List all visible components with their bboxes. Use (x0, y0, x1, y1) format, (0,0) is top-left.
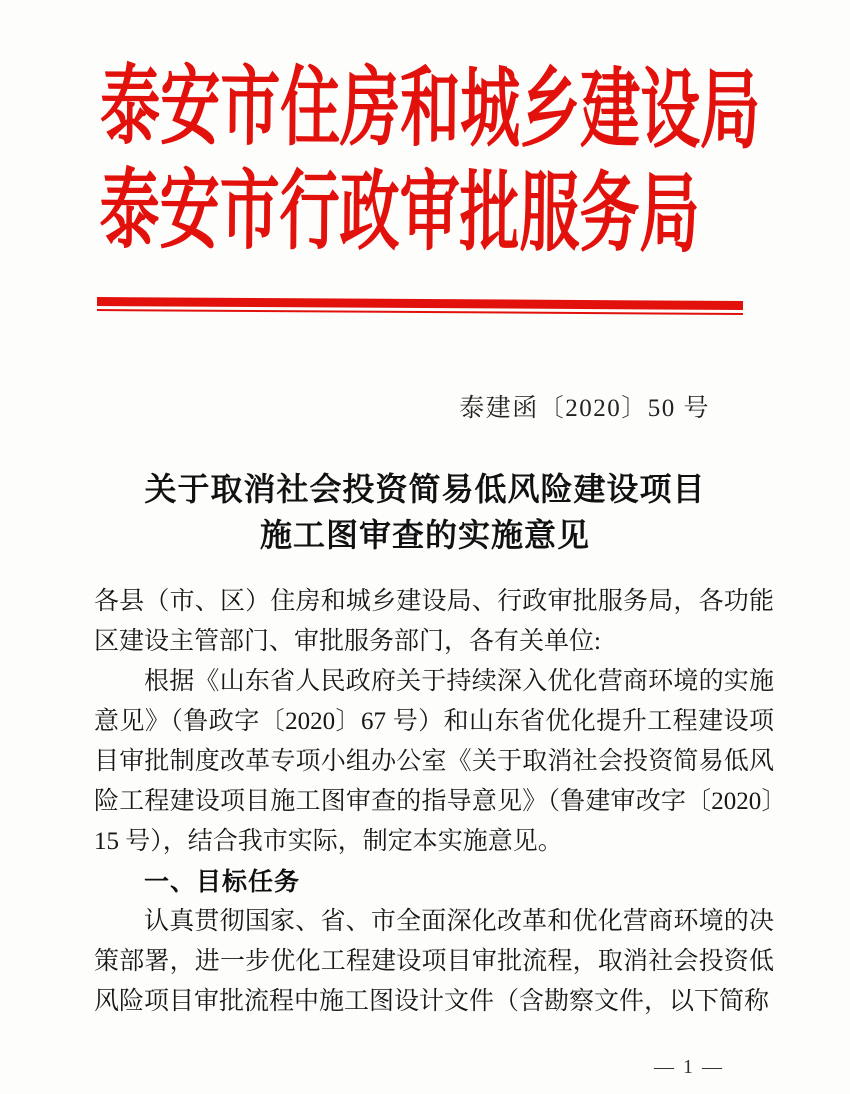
letterhead (0, 0, 850, 293)
paragraph-goal: 认真贯彻国家、省、市全面深化改革和优化营商环境的决策部署，进一步优化工程建设项目审批流程，取消社会投资低风险项目审批流程中施工图设计文件（含勘察文件，以下简称 (94, 908, 774, 1015)
red-separator (97, 297, 743, 315)
document-title (0, 466, 850, 558)
document-body (94, 582, 774, 1022)
section-heading-1: 一、目标任务 (144, 868, 301, 896)
letterhead-line1: 泰安市住房和城乡建设局 (99, 58, 761, 160)
document-title-line2: 施工图审查的实施意见 (259, 517, 590, 553)
paragraph-basis: 根据《山东省人民政府关于持续深入优化营商环境的实施意见》（鲁政字〔2020〕67 号）和山东省优化提升工程建设项目审批制度改革专项小组办公室《关于取消社会投资简易低风险工程建设项目施工图审查的指导意见》（鲁建审改字〔2020〕15 号），结合我市实际，制定本实施意见。 (94, 668, 774, 855)
red-separator-thick-line (97, 297, 743, 310)
document-title-line1: 关于取消社会投资简易低风险建设项目 (144, 471, 706, 507)
red-separator-thin-line (97, 309, 743, 315)
page-number: — 1 — (654, 1056, 724, 1078)
doc-number: 泰建函〔2020〕50 号 (459, 395, 710, 422)
letterhead-line2: 泰安市行政审批服务局 (99, 162, 700, 263)
salutation: 各县（市、区）住房和城乡建设局、行政审批服务局，各功能区建设主管部门、审批服务部门，各有关单位: (94, 588, 774, 655)
